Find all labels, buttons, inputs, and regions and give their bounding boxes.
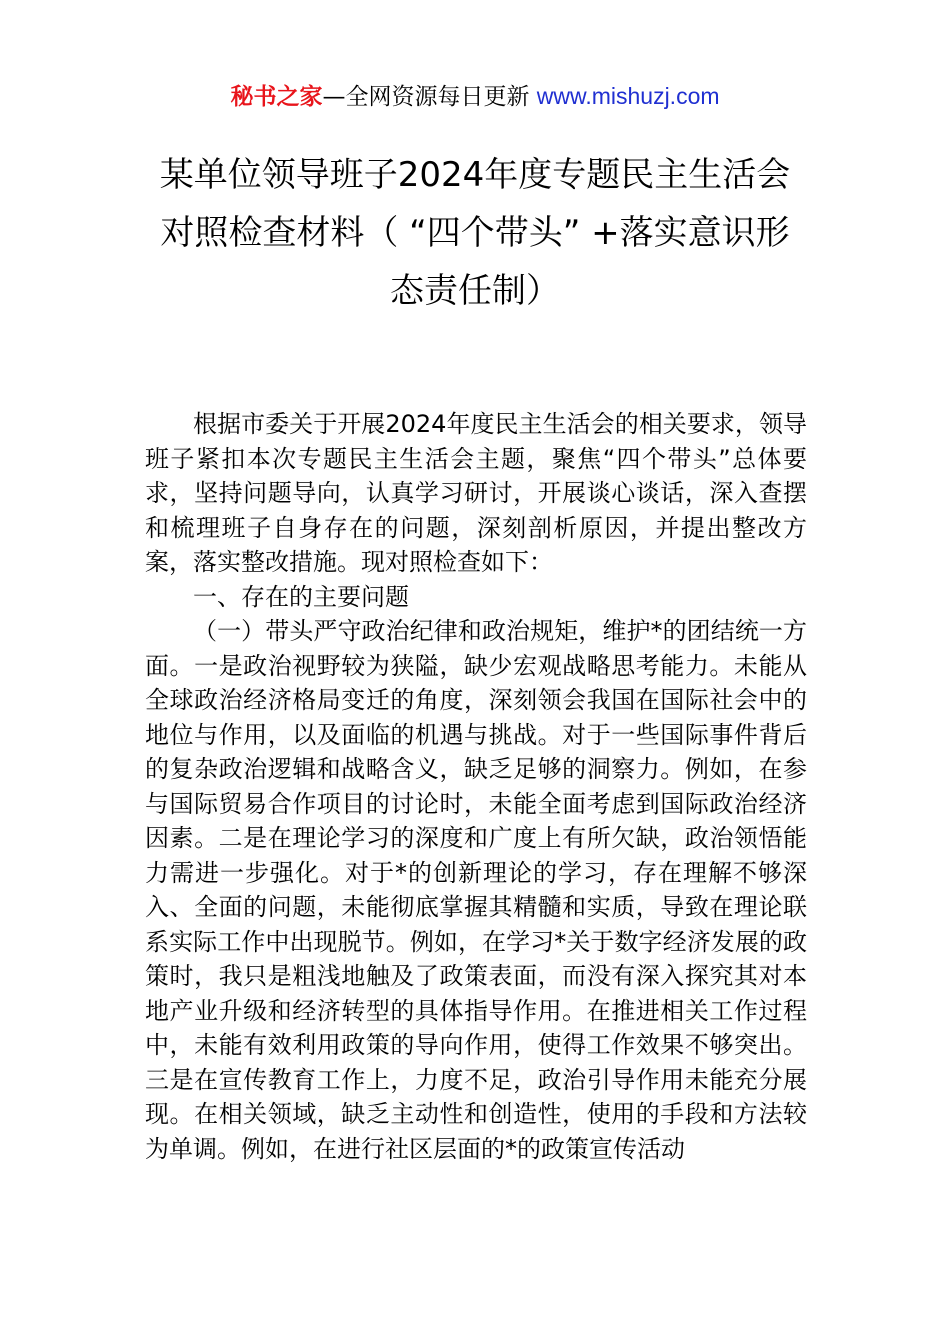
document-body xyxy=(145,407,807,1166)
site-header xyxy=(0,80,950,113)
header-tagline: —全网资源每日更新 xyxy=(322,84,530,110)
title-line-2: 对照检查材料（ “四个带头” +落实意识形 xyxy=(160,213,790,253)
intro-paragraph: 根据市委关于开展2024年度民主生活会的相关要求，领导班子紧扣本次专题民主生活会主题，聚焦“四个带头”总体要求，坚持问题导向，认真学习研讨，开展谈心谈话，深入查摆和梳理班子自身存在的问题，深刻剖析原因，并提出整改方案，落实整改措施。现对照检查如下： xyxy=(145,410,807,576)
body-paragraph: （一）带头严守政治纪律和政治规矩，维护*的团结统一方面。一是政治视野较为狭隘，缺少宏观战略思考能力。未能从全球政治经济格局变迁的角度，深刻领会我国在国际社会中的地位与作用，以及面临的机遇与挑战。对于一些国际事件背后的复杂政治逻辑和战略含义，缺乏足够的洞察力。例如，在参与国际贸易合作项目的讨论时，未能全面考虑到国际政治经济因素。二是在理论学习的深度和广度上有所欠缺，政治领悟能力需进一步强化。对于*的创新理论的学习，存在理解不够深入、全面的问题，未能彻底掌握其精髓和实质，导致在理论联系实际工作中出现脱节。例如，在学习*关于数字经济发展的政策时，我只是粗浅地触及了政策表面，而没有深入探究其对本地产业升级和经济转型的具体指导作用。在推进相关工作过程中，未能有效利用政策的导向作用，使得工作效果不够突出。三是在宣传教育工作上，力度不足，政治引导作用未能充分展现。在相关领域，缺乏主动性和创造性，使用的手段和方法较为单调。例如，在进行社区层面的*的政策宣传活动 xyxy=(145,617,807,1163)
brand-name: 秘书之家 xyxy=(230,84,323,110)
document-title xyxy=(145,146,805,320)
section-heading: 一、存在的主要问题 xyxy=(193,582,409,611)
title-line-3: 态责任制） xyxy=(390,271,560,311)
site-link[interactable]: www.mishuzj.com xyxy=(536,83,720,109)
title-line-1: 某单位领导班子2024年度专题民主生活会 xyxy=(159,155,791,195)
